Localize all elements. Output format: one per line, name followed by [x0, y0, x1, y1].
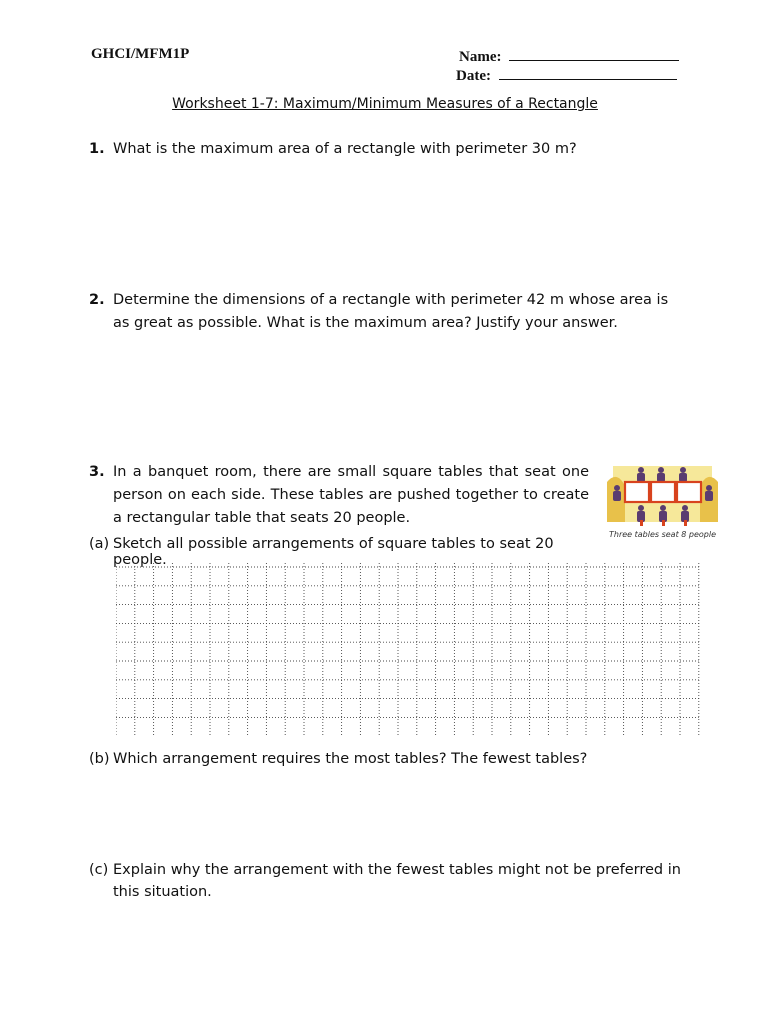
question-2: [89, 289, 689, 335]
date-blank[interactable]: [499, 65, 677, 80]
name-label: Name:: [459, 49, 502, 65]
name-field: [459, 46, 679, 66]
part-label: (b): [89, 751, 110, 767]
part-b: [89, 751, 689, 767]
date-field: [456, 65, 677, 85]
square-tables: [625, 482, 701, 502]
question-text: Determine the dimensions of a rectangle with perimeter 42 m whose area is as great as possible. What is the maximum area? Justify your answer.: [113, 292, 669, 331]
date-label: Date:: [456, 68, 491, 84]
illustration-caption: Three tables seat 8 people: [608, 530, 717, 539]
dot-grid-sketch-area[interactable]: [116, 563, 700, 735]
part-label: (c): [89, 862, 109, 878]
question-1: [89, 138, 709, 161]
question-number: 3.: [89, 464, 105, 480]
part-label: (a): [89, 536, 110, 552]
worksheet-title: Worksheet 1-7: Maximum/Minimum Measures of a Rectangle: [172, 96, 598, 112]
part-c: [89, 859, 689, 903]
question-3: [89, 461, 589, 530]
question-number: 1.: [89, 141, 105, 157]
question-text: In a banquet room, there are small square tables that seat one person on each side. These tables are pushed together to create a rectangular table that seats 20 people.: [113, 464, 589, 526]
banquet-tables-illustration: [603, 462, 722, 532]
name-blank[interactable]: [509, 46, 679, 61]
part-text: Which arrangement requires the most tables? The fewest tables?: [113, 751, 588, 767]
question-number: 2.: [89, 292, 105, 308]
part-text: Explain why the arrangement with the fewest tables might not be preferred in this situation.: [113, 862, 681, 900]
part-text: Sketch all possible arrangements of square tables to seat 20 people.: [113, 536, 554, 568]
question-text: What is the maximum area of a rectangle with perimeter 30 m?: [113, 141, 577, 157]
course-code: GHCI/MFM1P: [91, 46, 190, 62]
